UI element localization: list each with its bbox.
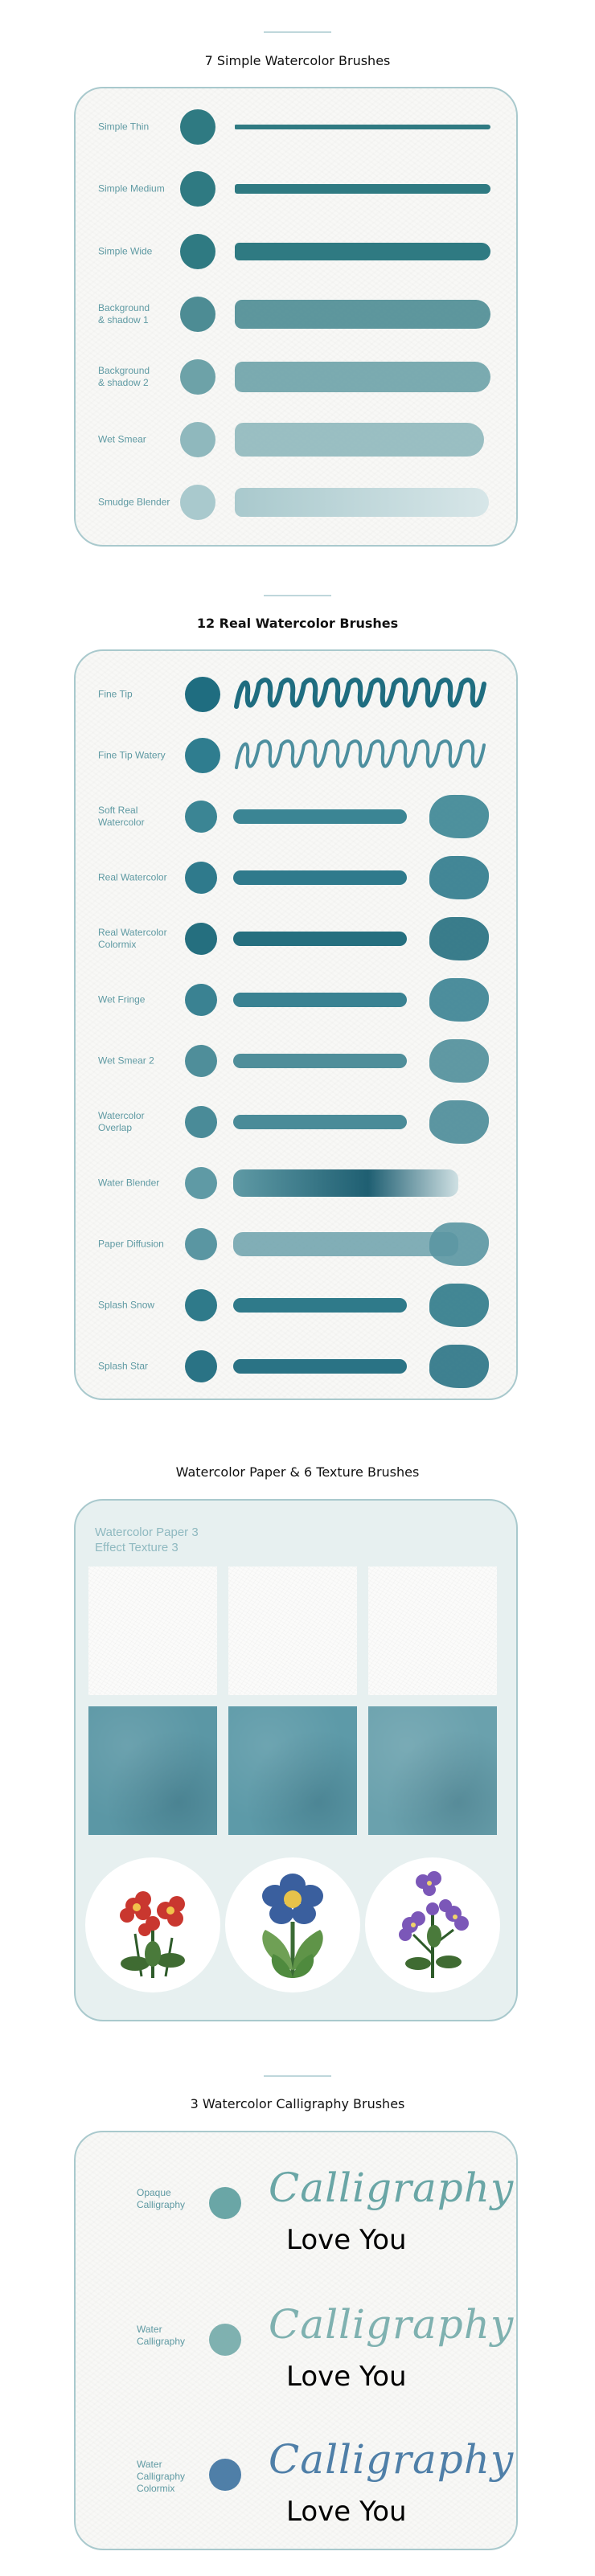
brush-swatch-dot	[185, 1167, 217, 1199]
brush-swatch-dot	[180, 171, 215, 207]
brush-swatch-dot	[180, 485, 215, 520]
section-divider	[264, 595, 331, 596]
brush-label: Background & shadow 2	[98, 365, 150, 388]
brush-row	[76, 1037, 516, 1085]
calligraphy-caption: Love You	[286, 2224, 407, 2256]
brush-row	[76, 353, 516, 401]
brush-swatch-dot	[185, 1228, 217, 1260]
paper-texture-swatch	[368, 1566, 497, 1695]
brush-row	[76, 1281, 516, 1329]
brush-swatch-dot	[185, 862, 217, 894]
brush-label: Water Blender	[98, 1177, 160, 1189]
brush-row	[76, 103, 516, 151]
brush-swatch-dot	[185, 801, 217, 833]
flower-circle-violet	[365, 1857, 500, 1992]
brush-label: Soft Real Watercolor	[98, 805, 145, 828]
calligraphy-sample-word: Calligraphy	[269, 2164, 515, 2211]
brush-swatch-dot	[185, 677, 220, 712]
brush-label: Splash Star	[98, 1360, 149, 1372]
brush-swatch-dot	[185, 923, 217, 955]
calligraphy-caption: Love You	[286, 2496, 407, 2528]
brush-blob	[429, 1284, 489, 1327]
brush-blob	[429, 1222, 489, 1266]
brush-stroke	[233, 932, 407, 946]
brush-row	[76, 478, 516, 526]
brush-label: Wet Fringe	[98, 993, 146, 1005]
brush-label: Simple Medium	[98, 182, 165, 195]
brush-swatch-dot	[209, 2324, 241, 2356]
brush-swatch-dot	[180, 359, 215, 395]
brush-row	[76, 854, 516, 902]
brush-label: Simple Thin	[98, 121, 150, 133]
brush-stroke	[233, 870, 407, 885]
brush-row	[76, 731, 516, 780]
brush-swatch-dot	[185, 738, 220, 773]
brush-label: Simple Wide	[98, 245, 153, 257]
brush-row	[76, 1098, 516, 1146]
brush-label: Water Calligraphy Colormix	[137, 2459, 186, 2494]
violet-flower-icon	[365, 1857, 500, 1992]
effect-texture-swatch	[368, 1706, 497, 1835]
paper-texture-swatch	[88, 1566, 217, 1695]
brush-row	[76, 290, 516, 338]
brush-blob	[429, 1100, 489, 1144]
brush-swatch-dot	[185, 1106, 217, 1138]
brush-label: Fine Tip Watery	[98, 749, 166, 761]
section-divider	[264, 2075, 331, 2077]
brush-swatch-dot	[185, 1045, 217, 1077]
brush-label: Opaque Calligraphy	[137, 2187, 186, 2210]
brush-row	[76, 792, 516, 841]
brush-stroke	[233, 1169, 458, 1197]
brush-wave-stroke	[233, 735, 490, 776]
brush-blob	[429, 917, 489, 960]
red-flower-icon	[85, 1857, 220, 1992]
brush-label: Paper Diffusion	[98, 1238, 164, 1250]
calligraphy-caption: Love You	[286, 2361, 407, 2393]
brush-wave-stroke	[233, 674, 490, 715]
brush-swatch-dot	[209, 2187, 241, 2219]
calligraphy-sample-word: Calligraphy	[269, 2436, 515, 2483]
brush-stroke	[233, 1054, 407, 1068]
brush-row	[76, 670, 516, 719]
blue-flower-icon	[225, 1857, 360, 1992]
section-title-paper: Watercolor Paper & 6 Texture Brushes	[175, 1464, 420, 1480]
brush-label: Watercolor Overlap	[98, 1110, 145, 1133]
brush-swatch-dot	[185, 1350, 217, 1382]
brush-swatch-dot	[180, 234, 215, 269]
brush-stroke	[233, 1298, 407, 1313]
brush-row	[76, 1159, 516, 1207]
brush-label: Real Watercolor	[98, 871, 167, 883]
brush-row	[76, 416, 516, 464]
paper-texture-swatch	[228, 1566, 357, 1695]
calligraphy-row	[76, 2277, 516, 2406]
flower-circle-blue	[225, 1857, 360, 1992]
brush-blob	[429, 795, 489, 838]
real-brushes-card	[74, 649, 518, 1400]
flower-circle-red	[85, 1857, 220, 1992]
effect-texture-swatch	[228, 1706, 357, 1835]
brush-stroke	[235, 243, 490, 260]
brush-stroke	[235, 488, 489, 517]
section-title-real: 12 Real Watercolor Brushes	[196, 616, 399, 631]
brush-swatch-dot	[180, 297, 215, 332]
brush-row	[76, 976, 516, 1024]
brush-stroke	[233, 1115, 407, 1129]
brush-stroke	[233, 1359, 407, 1374]
simple-brushes-card	[74, 87, 518, 547]
brush-label: Wet Smear	[98, 433, 146, 445]
brush-blob	[429, 978, 489, 1022]
section-title-simple: 7 Simple Watercolor Brushes	[204, 53, 391, 68]
texture-card-title: Watercolor Paper 3 Effect Texture 3	[95, 1526, 199, 1554]
brush-row	[76, 1220, 516, 1268]
calligraphy-sample-word: Calligraphy	[269, 2301, 515, 2348]
brush-blob	[429, 1039, 489, 1083]
brush-stroke	[235, 362, 490, 392]
brush-stroke	[233, 809, 407, 824]
brush-label: Splash Snow	[98, 1299, 155, 1311]
brush-label: Smudge Blender	[98, 496, 170, 508]
brush-label: Real Watercolor Colormix	[98, 927, 167, 950]
section-divider	[264, 31, 331, 33]
effect-texture-swatch	[88, 1706, 217, 1835]
brush-blob	[429, 1345, 489, 1388]
brush-label: Water Calligraphy	[137, 2324, 186, 2347]
brush-swatch-dot	[209, 2459, 241, 2491]
brush-row	[76, 915, 516, 963]
brush-label: Wet Smear 2	[98, 1055, 154, 1067]
brush-stroke	[233, 993, 407, 1007]
brush-swatch-dot	[180, 109, 215, 145]
brush-row	[76, 165, 516, 213]
section-title-calligraphy: 3 Watercolor Calligraphy Brushes	[190, 2096, 405, 2111]
brush-label: Background & shadow 1	[98, 302, 150, 326]
brush-swatch-dot	[185, 984, 217, 1016]
brush-label: Fine Tip	[98, 688, 133, 700]
calligraphy-row	[76, 2412, 516, 2541]
calligraphy-card	[74, 2131, 518, 2550]
brush-blob	[429, 856, 489, 899]
texture-card	[74, 1499, 518, 2021]
brush-swatch-dot	[180, 422, 215, 457]
brush-stroke	[233, 1232, 458, 1256]
brush-stroke	[235, 423, 484, 457]
brush-stroke	[235, 300, 490, 329]
brush-swatch-dot	[185, 1289, 217, 1321]
brush-row	[76, 1342, 516, 1390]
calligraphy-row	[76, 2140, 516, 2269]
brush-stroke	[235, 184, 490, 194]
brush-stroke	[235, 125, 490, 129]
brush-row	[76, 227, 516, 276]
